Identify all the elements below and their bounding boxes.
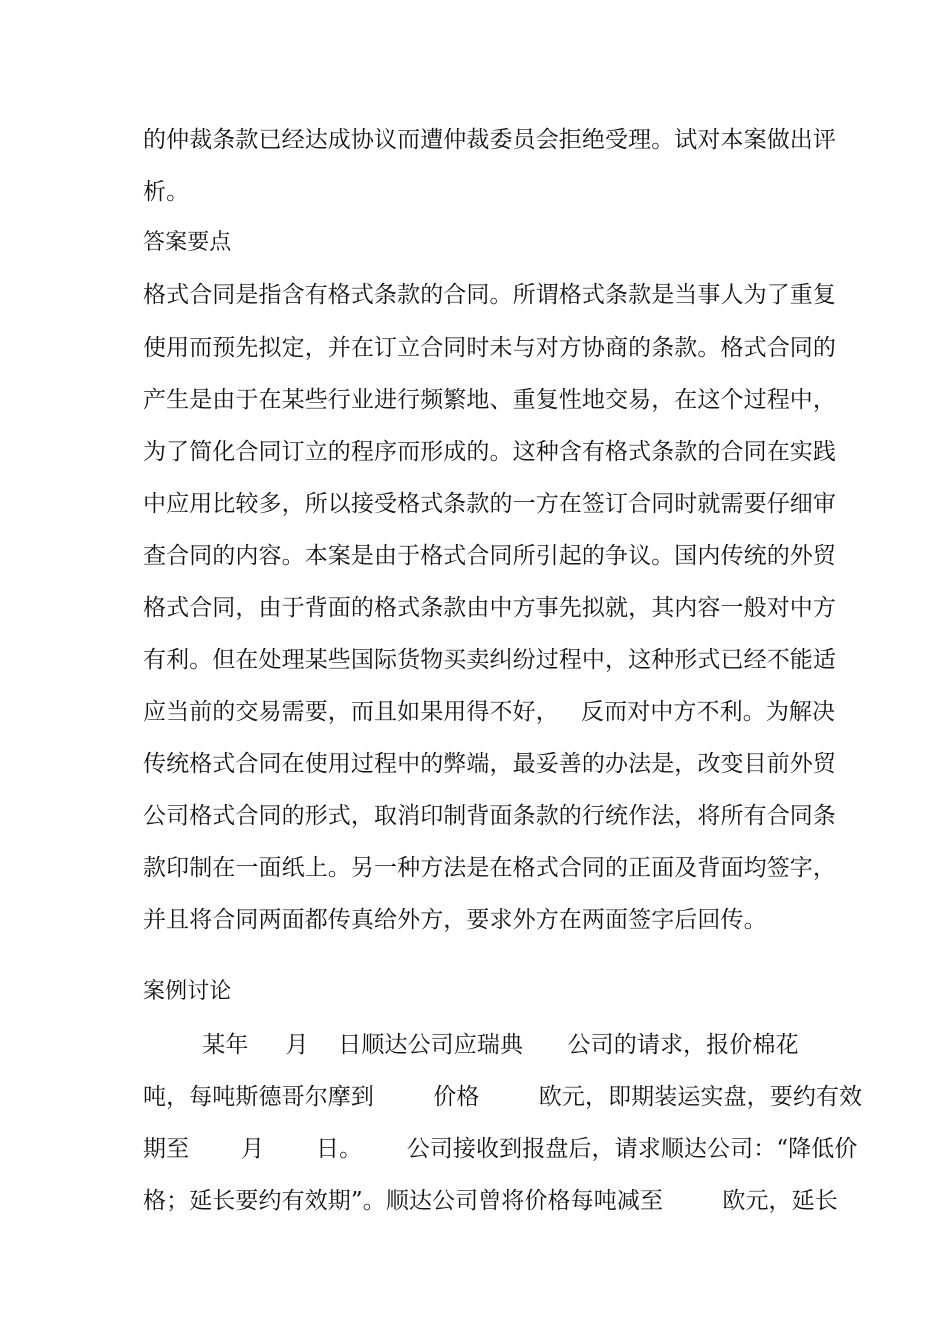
answer-line: 中应用比较多，所以接受格式条款的一方在签订合同时就需要仔细审	[143, 491, 836, 517]
answer-line: 格式合同，由于背面的格式条款由中方事先拟就，其内容一般对中方	[143, 595, 836, 621]
paragraph-line: 析。	[143, 179, 190, 205]
case-line: 吨，每吨斯德哥尔摩到 价格 欧元，即期装运实盘，要约有效	[143, 1084, 863, 1110]
case-line: 格；延长要约有效期”。顺达公司曾将价格每吨减至 欧元，延长	[143, 1188, 838, 1214]
case-line: 某年 月 日顺达公司应瑞典 公司的请求，报价棉花	[143, 1032, 799, 1058]
paragraph-line: 的仲裁条款已经达成协议而遭仲裁委员会拒绝受理。试对本案做出评	[143, 127, 836, 153]
answer-line: 格式合同是指含有格式条款的合同。所谓格式条款是当事人为了重复	[143, 282, 836, 308]
answer-line: 查合同的内容。本案是由于格式合同所引起的争议。国内传统的外贸	[143, 543, 836, 569]
answer-line: 为了简化合同订立的程序而形成的。这种含有格式条款的合同在实践	[143, 439, 836, 465]
case-heading: 案例讨论	[143, 979, 232, 1004]
answer-line: 款印制在一面纸上。另一种方法是在格式合同的正面及背面均签字，	[143, 855, 836, 881]
answer-line: 有利。但在处理某些国际货物买卖纠纷过程中，这种形式已经不能适	[143, 647, 836, 673]
answer-line: 传统格式合同在使用过程中的弊端，最妥善的办法是，改变目前外贸	[143, 751, 836, 777]
answer-line: 公司格式合同的形式，取消印制背面条款的行统作法，将所有合同条	[143, 803, 836, 829]
answer-line: 应当前的交易需要，而且如果用得不好， 反而对中方不利。为解决	[143, 699, 836, 725]
case-line: 期至 月 日。 公司接收到报盘后，请求顺达公司：“降低价	[143, 1136, 858, 1162]
answer-line: 产生是由于在某些行业进行频繁地、重复性地交易，在这个过程中，	[143, 387, 836, 413]
answer-heading: 答案要点	[143, 230, 232, 255]
answer-line: 并且将合同两面都传真给外方，要求外方在两面签字后回传。	[143, 907, 767, 933]
answer-line: 使用而预先拟定，并在订立合同时未与对方协商的条款。格式合同的	[143, 335, 836, 361]
